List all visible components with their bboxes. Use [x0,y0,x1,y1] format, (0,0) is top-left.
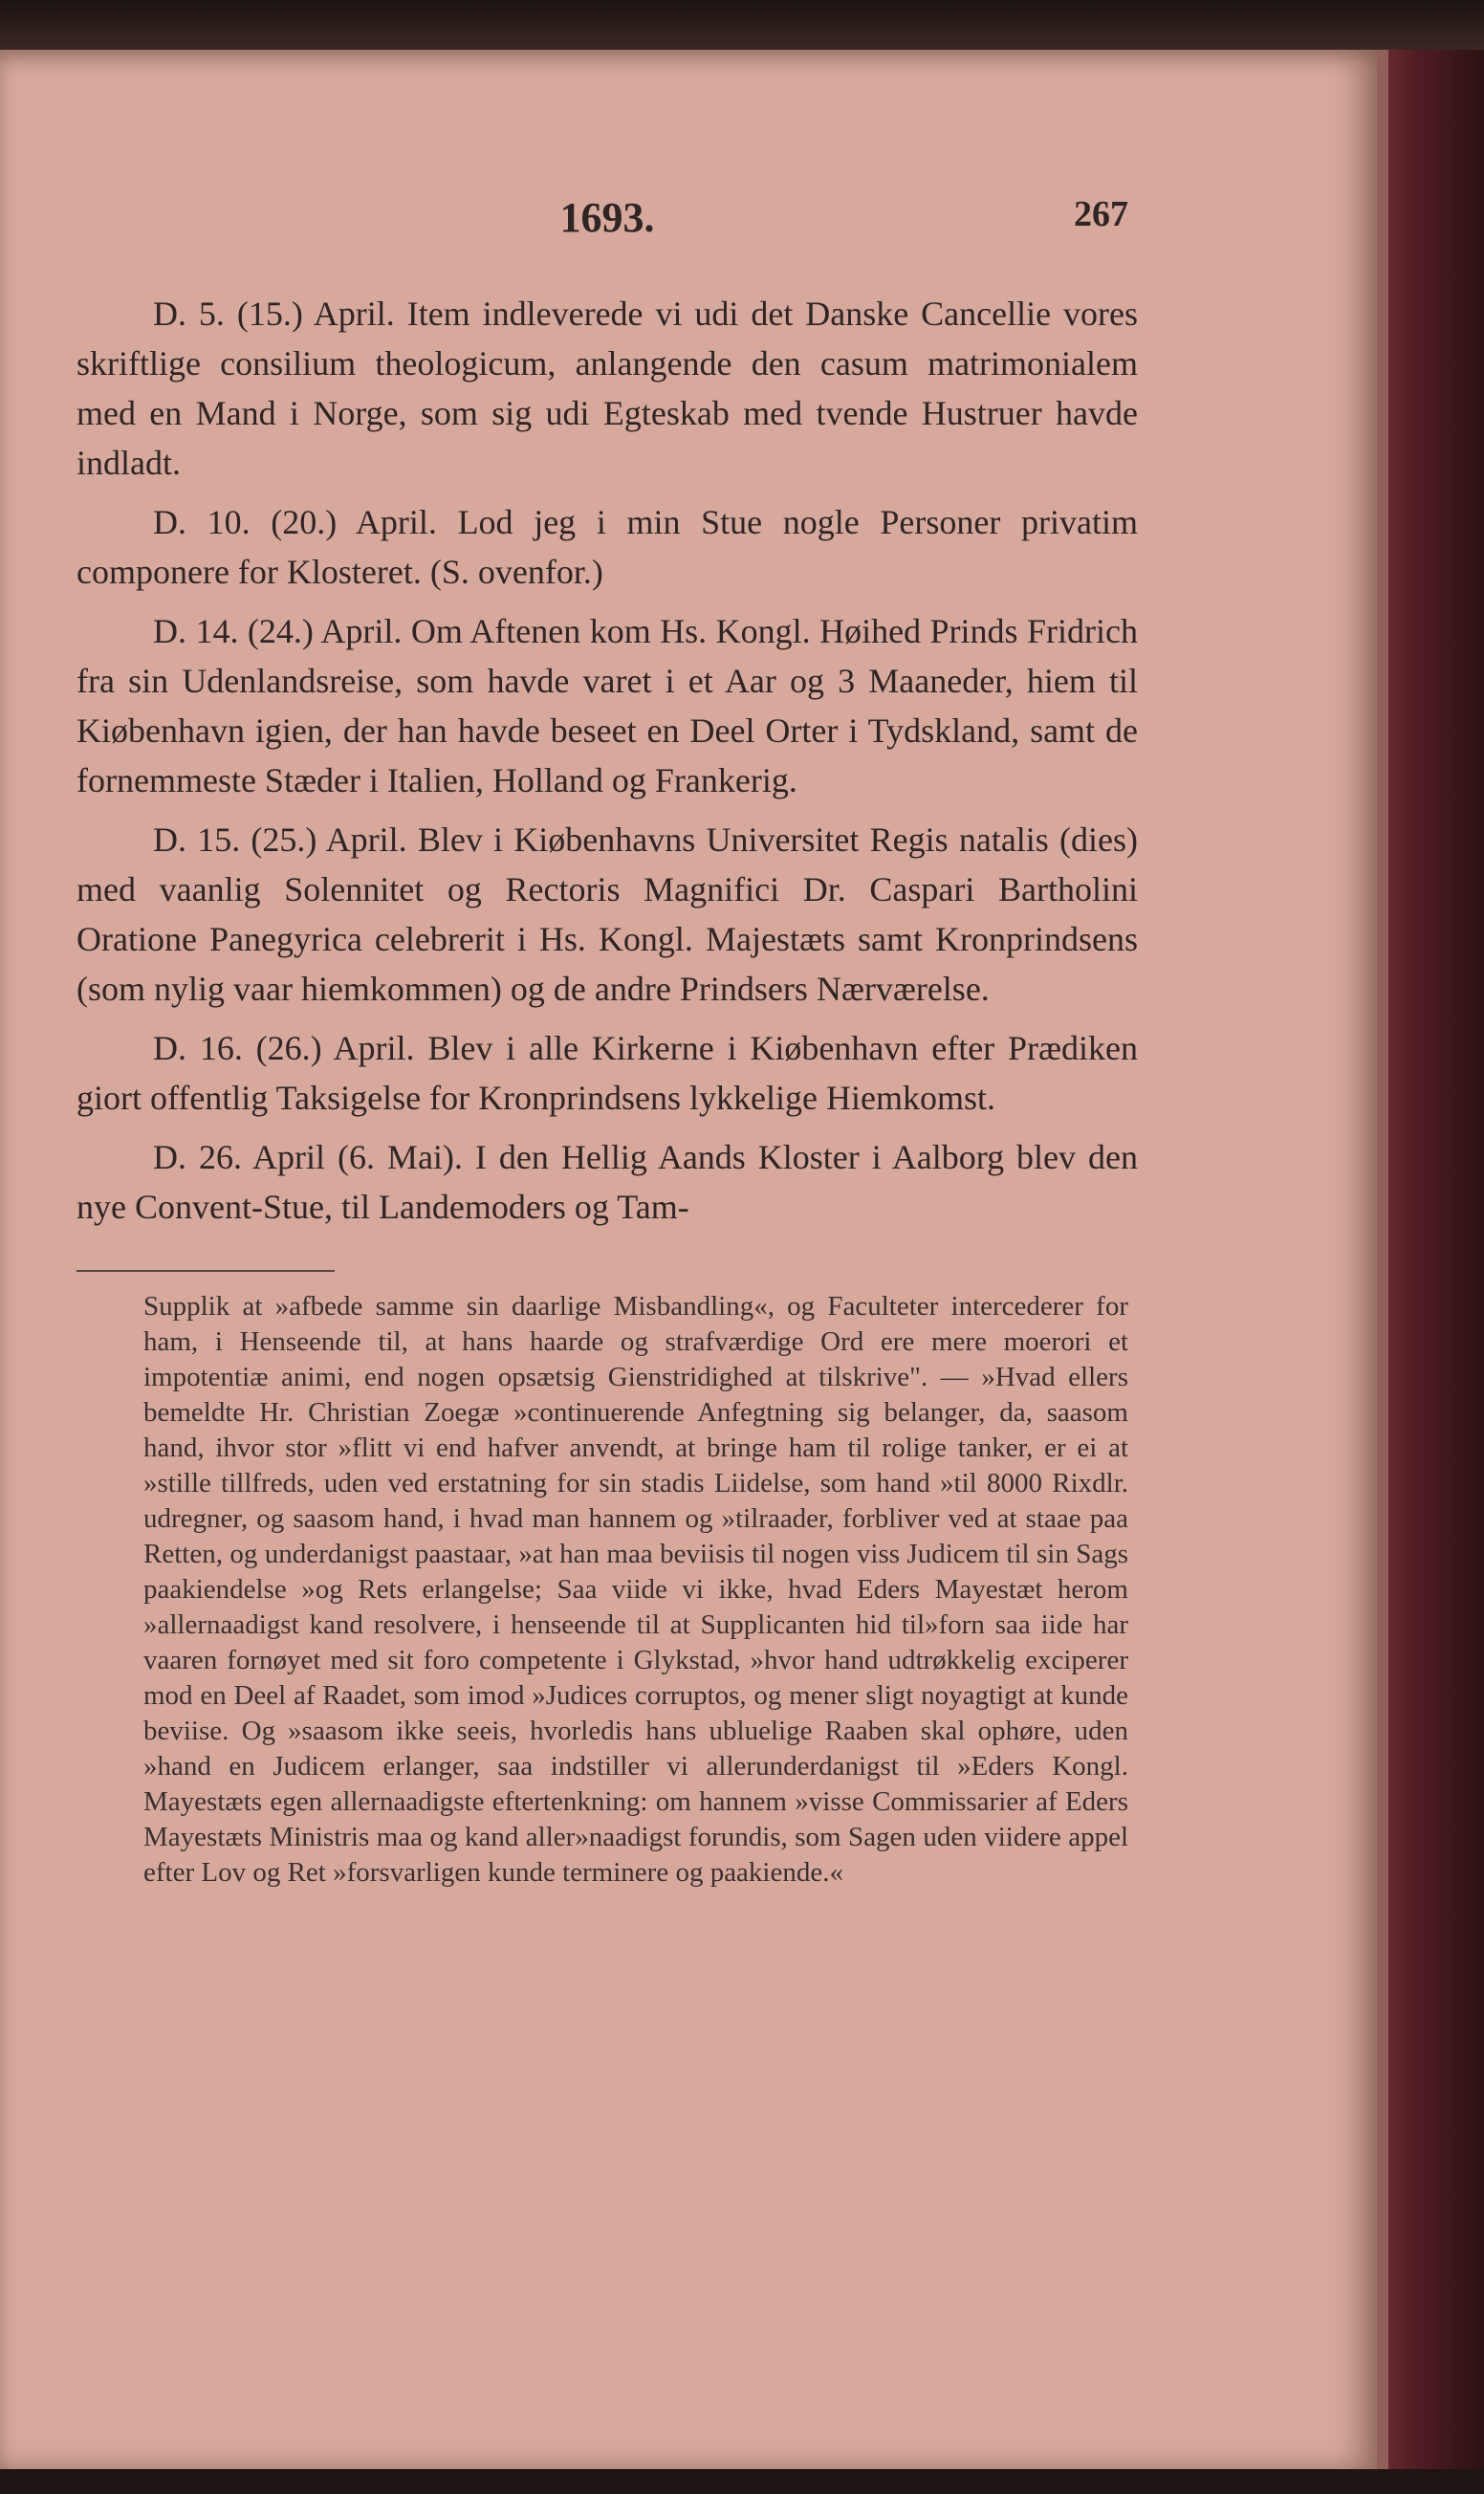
page-year: 1693. [559,194,655,241]
page-content [76,193,1138,1891]
bottom-book-edge [0,2469,1484,2494]
diary-entry: D. 26. April (6. Mai). I den Hellig Aands Kloster i Aalborg blev den nye Convent-Stue, til Landemoders og Tam- [76,1138,1138,1226]
diary-entry: D. 16. (26.) April. Blev i alle Kirkerne i Kiøbenhavn efter Prædiken giort offentlig Taksigelse for Kronprindsens lykkelige Hiemkomst. [76,1029,1138,1117]
page-header [76,193,1138,262]
page-number: 267 [1074,194,1128,234]
footnote-divider [76,1270,335,1272]
diary-entry: D. 10. (20.) April. Lod jeg i min Stue nogle Personer privatim componere for Klosteret. (S. ovenfor.) [76,503,1138,591]
footnote-text: Supplik at »afbede samme sin daarlige Misbandling«, og Faculteter intercederer for ham, i Henseende til, at hans haarde og strafværdige Ord ere mere moerori et impotentiæ animi, end nogen opsætsig Gienstridighed at tilskrive". — »Hvad ellers bemeldte Hr. Christian Zoegæ »continuerende Anfegtning sig belanger, da, saasom hand, ihvor stor »flitt vi end hafver anvendt, at bringe ham til rolige tanker, er ei at »stille tillfreds, uden ved erstatning for sin stadis Liidelse, som hand »til 8000 Rixdlr. udregner, og saasom hand, i hvad man hannem og »tilraader, forbliver ved at staae paa Retten, og underdanigst paastaar, »at han maa beviisis til nogen viss Judicem til sin Sags paakiendelse »og Rets erlangelse; Saa viide vi ikke, hvad Eders Mayestæt herom »allernaadigst kand resolvere, i henseende til at Supplicanten hid til»forn saa iide har vaaren fornøyet med sit foro competente i Glykstad, »hvor hand udtrøkkelig exciperer mod en Deel af Raadet, som imod »Judices corruptos, og mener sligt noyagtigt at kunde beviise. Og »saasom ikke seeis, hvorledis hans ubluelige Raaben skal ophøre, uden »hand en Judicem erlanger, saa indstiller vi allerunderdanigst til »Eders Kongl. Mayestæts egen allernaadigste eftertenkning: om hannem »visse Commissarier af Eders Mayestæts Ministris maa og kand aller»naadigst forundis, som Sagen uden viidere appel efter Lov og Ret »forsvarligen kunde terminere og paakiende.« [143,1291,1128,1888]
diary-entry: D. 5. (15.) April. Item indleverede vi udi det Danske Cancellie vores skriftlige consilium theologicum, anlangende den casum matrimonialem med en Mand i Norge, som sig udi Egteskab med tvende Hustruer havde indladt. [76,295,1138,482]
top-book-edge [0,0,1484,50]
diary-entry: D. 15. (25.) April. Blev i Kiøbenhavns Universitet Regis natalis (dies) med vaanlig Solennitet og Rectoris Magnifici Dr. Caspari Bartholini Oratione Panegyrica celebrerit i Hs. Kongl. Majestæts samt Kronprindsens (som nylig vaar hiemkommen) og de andre Prindsers Nærværelse. [76,820,1138,1008]
book-binding [1377,50,1484,2494]
book-page [0,50,1377,2469]
diary-entry: D. 14. (24.) April. Om Aftenen kom Hs. Kongl. Høihed Prinds Fridrich fra sin Udenlandsreise, som havde varet i et Aar og 3 Maaneder, hiem til Kiøbenhavn igien, der han havde beseet en Deel Orter i Tydskland, samt de fornemmeste Stæder i Italien, Holland og Frankerig. [76,612,1138,799]
